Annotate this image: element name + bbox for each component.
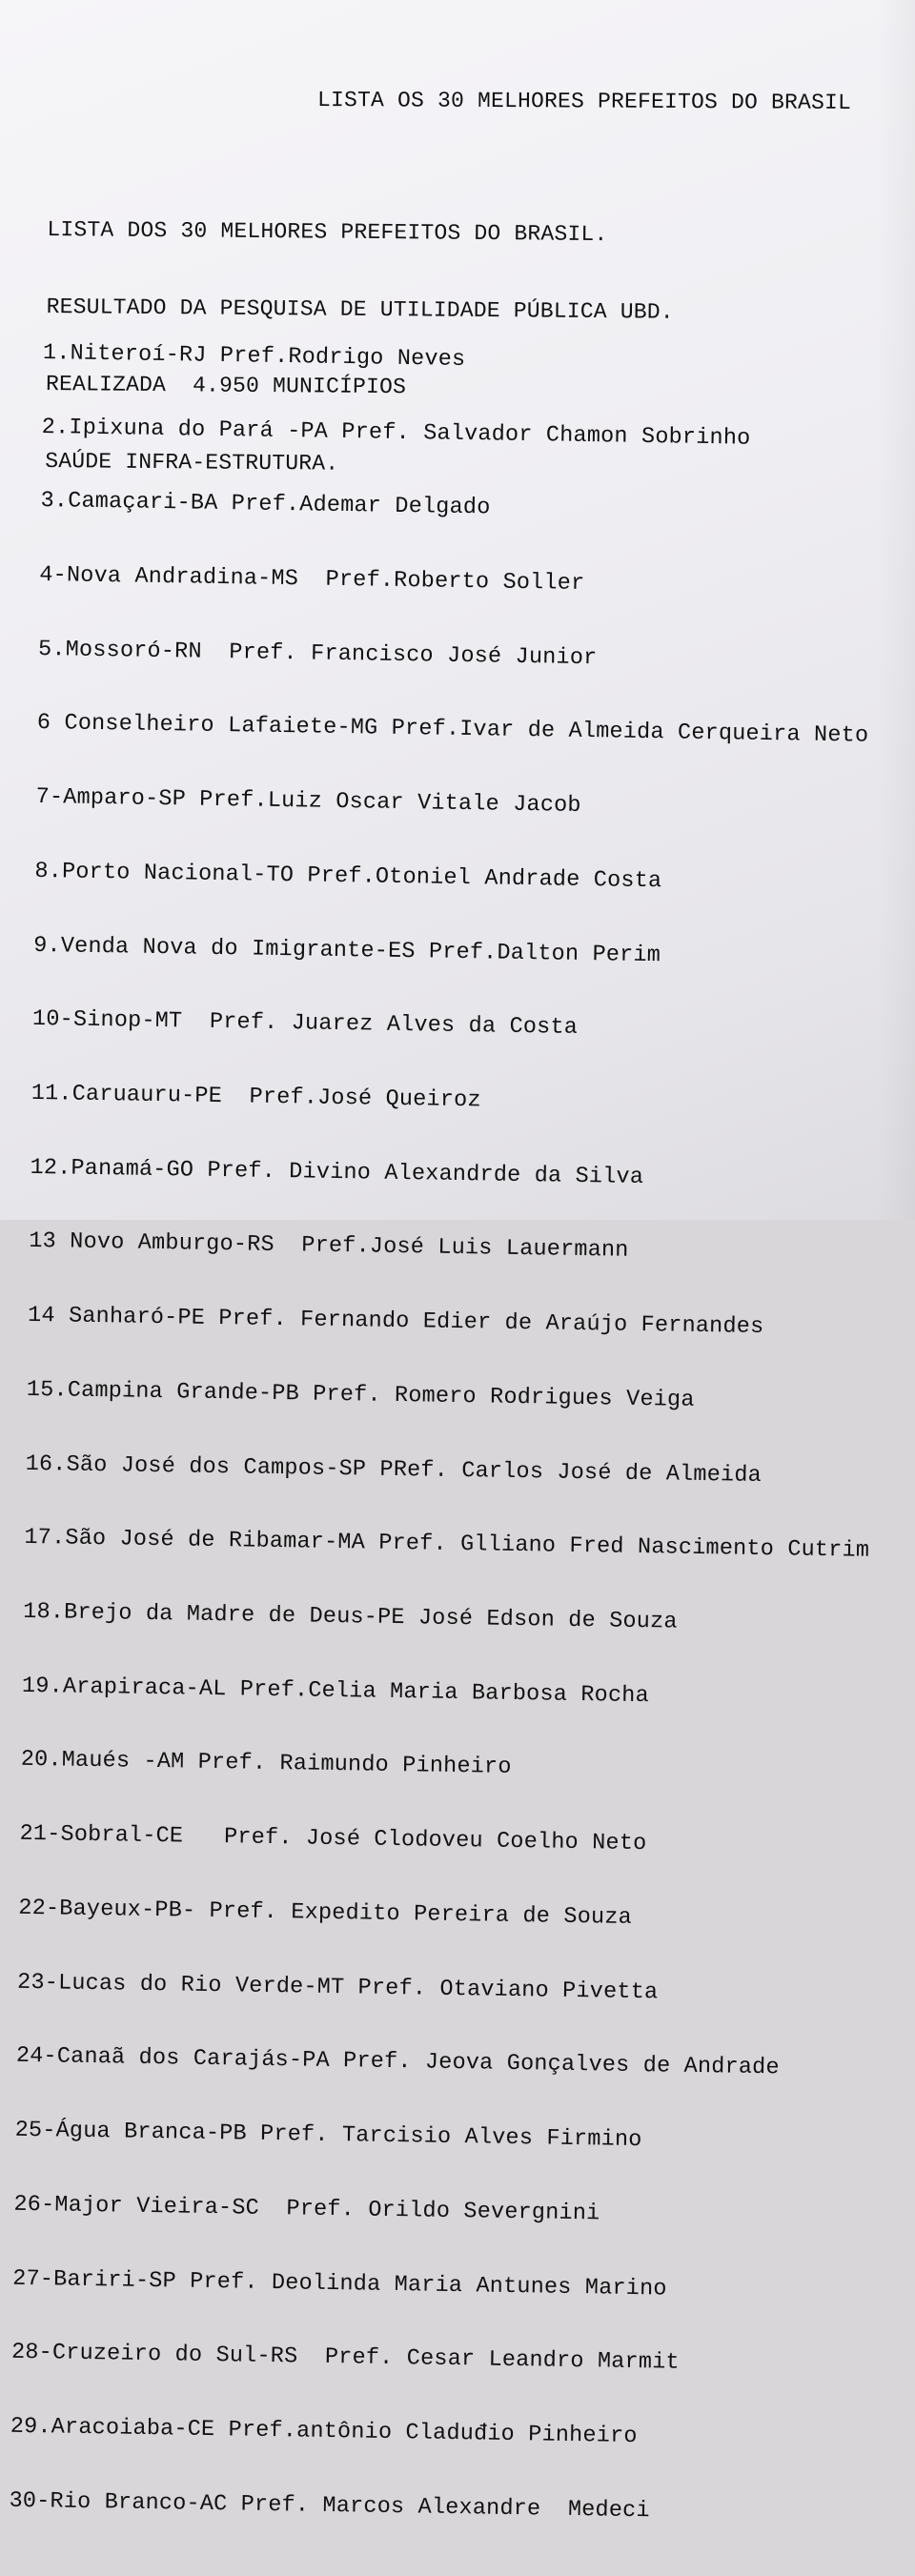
ranking-item: 14 Sanharó-PE Pref. Fernando Edier de Araújo Fernandes <box>27 1303 764 1341</box>
ranking-item: 5.Mossoró-RN Pref. Francisco José Junior <box>37 636 598 671</box>
ranking-item: 27-Bariri-SP Pref. Deolinda Maria Antunes Marino <box>12 2265 667 2302</box>
ranking-item: 13 Novo Amburgo-RS Pref.José Luis Lauermann <box>29 1228 629 1265</box>
ranking-item: 3.Camaçari-BA Pref.Ademar Delgado <box>40 488 491 521</box>
ranking-item: 11.Caruauru-PE Pref.José Queiroz <box>30 1080 481 1114</box>
ranking-item: 7-Amparo-SP Pref.Luiz Oscar Vitale Jacob <box>35 784 581 820</box>
ranking-item: 15.Campina Grande-PB Pref. Romero Rodrigues Veiga <box>26 1376 695 1413</box>
ranking-item: 17.São José de Ribamar-MA Pref. Glliano Fred Nascimento Cutrim <box>24 1525 870 1565</box>
ranking-item: 30-Rio Branco-AC Pref. Marcos Alexandre Medeci <box>9 2487 650 2524</box>
ranking-item: 1.Niteroí-RJ Pref.Rodrigo Neves <box>42 339 466 373</box>
ranking-item: 6 Conselheiro Lafaiete-MG Pref.Ivar de Almeida Cerqueira Neto <box>36 710 869 750</box>
ranking-item: 28-Cruzeiro do Sul-RS Pref. Cesar Leandro Marmit <box>10 2339 680 2376</box>
intro-line: LISTA DOS 30 MELHORES PREFEITOS DO BRASIL. <box>47 216 608 248</box>
ranking-item: 22-Bayeux-PB- Pref. Expedito Pereira de Souza <box>18 1895 633 1931</box>
ranking-item: 23-Lucas do Rio Verde-MT Pref. Otaviano Pivetta <box>16 1969 659 2005</box>
ranking-item: 20.Maués -AM Pref. Raimundo Pinheiro <box>20 1747 512 1781</box>
ranking-item: 29.Aracoiaba-CE Pref.antônio Claduđio Pinheiro <box>10 2413 638 2449</box>
ranking-item: 24-Canaã dos Carajás-PA Pref. Jeova Gonçalves de Andrade <box>15 2043 780 2081</box>
ranking-item: 9.Venda Nova do Imigrante-ES Pref.Dalton Perim <box>33 932 661 968</box>
ranking-item: 12.Panamá-GO Pref. Divino Alexandrde da Silva <box>30 1154 644 1190</box>
intro-line: RESULTADO DA PESQUISA DE UTILIDADE PÚBLICA UBD. <box>46 294 674 325</box>
page-edge-shadow <box>877 0 915 1220</box>
intro-line: SAÚDE INFRA-ESTRUTURA. <box>45 448 339 477</box>
ranking-item: 18.Brejo da Madre de Deus-PE José Edson de Souza <box>23 1598 678 1635</box>
ranking-item: 26-Major Vieira-SC Pref. Orildo Severgnini <box>13 2191 600 2227</box>
intro-line: REALIZADA 4.950 MUNICÍPIOS <box>45 371 407 400</box>
page-heading: LISTA OS 30 MELHORES PREFEITOS DO BRASIL <box>316 88 852 115</box>
ranking-item: 21-Sobral-CE Pref. José Clodoveu Coelho Neto <box>19 1820 647 1857</box>
ranking-item: 25-Água Branca-PB Pref. Tarcisio Alves Firmino <box>14 2117 642 2154</box>
ranking-list <box>9 292 889 2576</box>
ranking-item: 2.Ipixuna do Pará -PA Pref. Salvador Chamon Sobrinho <box>41 414 751 452</box>
ranking-item: 8.Porto Nacional-TO Pref.Otoniel Andrade Costa <box>34 858 662 895</box>
ranking-item: 19.Arapiraca-AL Pref.Celia Maria Barbosa Rocha <box>21 1673 650 1709</box>
ranking-item: 4-Nova Andradina-MS Pref.Roberto Soller <box>39 561 585 597</box>
ranking-item: 10-Sinop-MT Pref. Juarez Alves da Costa <box>31 1006 579 1042</box>
ranking-item: 16.São José dos Campos-SP PRef. Carlos José de Almeida <box>25 1450 762 1489</box>
